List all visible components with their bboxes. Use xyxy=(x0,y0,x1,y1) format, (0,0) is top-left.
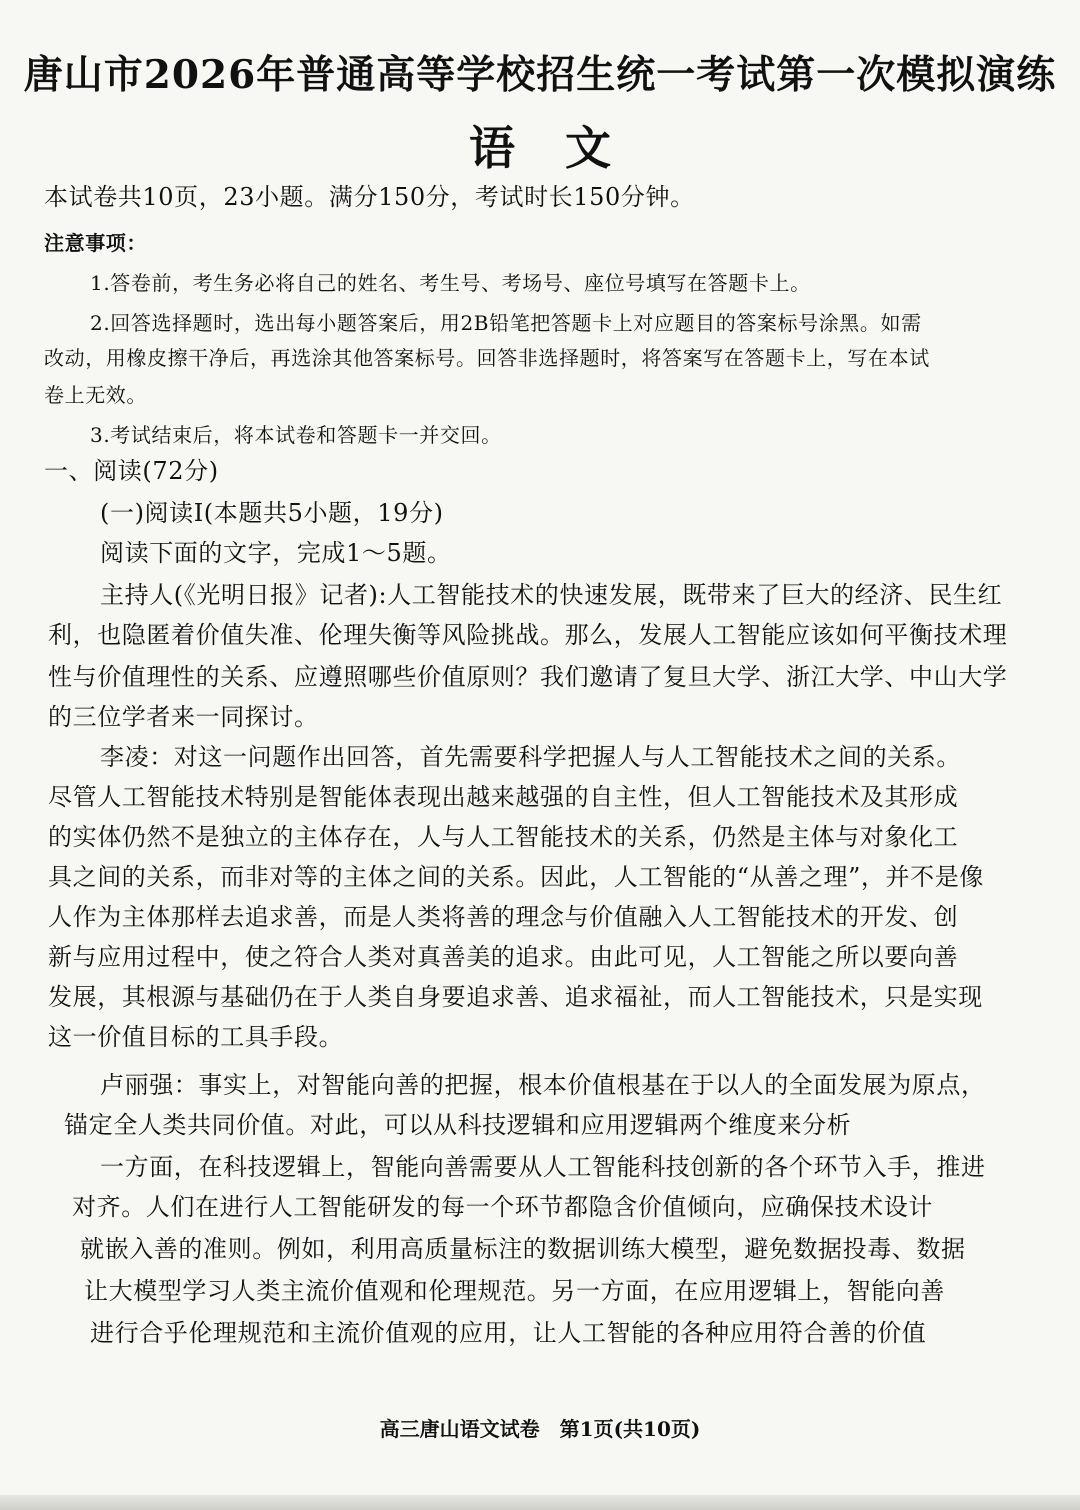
notice-heading: 注意事项： xyxy=(44,231,147,255)
passage-line: 就嵌入善的准则。例如，利用高质量标注的数据训练大模型，避免数据投毒、数据 xyxy=(80,1235,966,1263)
notice-line: 改动，用橡皮擦干净后，再选涂其他答案标号。回答非选择题时，将答案写在答题卡上，写在本试 xyxy=(44,346,930,370)
passage-line: 锚定全人类共同价值。对此，可以从科技逻辑和应用逻辑两个维度来分析 xyxy=(64,1111,852,1139)
passage-line: 卢丽强：事实上，对智能向善的把握，根本价值根基在于以人的全面发展为原点， xyxy=(100,1071,986,1099)
notice-line: 2.回答选择题时，选出每小题答案后，用2B铅笔把答题卡上对应题目的答案标号涂黑。如需 xyxy=(90,311,922,335)
passage-line: 这一价值目标的工具手段。 xyxy=(48,1023,344,1051)
part-title: (一)阅读Ⅰ(本题共5小题，19分) xyxy=(100,499,444,527)
passage-line: 的实体仍然不是独立的主体存在，人与人工智能技术的关系，仍然是主体与对象化工 xyxy=(48,823,959,851)
notice-line: 卷上无效。 xyxy=(44,383,147,407)
passage-line: 具之间的关系，而非对等的主体之间的关系。因此，人工智能的“从善之理”，并不是像 xyxy=(48,863,984,891)
passage-line: 人作为主体那样去追求善，而是人类将善的理念与价值融入人工智能技术的开发、创 xyxy=(48,903,959,931)
passage-line: 的三位学者来一同探讨。 xyxy=(48,703,319,731)
passage-line: 李凌：对这一问题作出回答，首先需要科学把握人与人工智能技术之间的关系。 xyxy=(100,743,961,771)
passage-line: 对齐。人们在进行人工智能研发的每一个环节都隐含价值倾向，应确保技术设计 xyxy=(72,1193,933,1221)
passage-line: 主持人(《光明日报》记者):人工智能技术的快速发展，既带来了巨大的经济、民生红 xyxy=(100,581,1003,609)
passage-line: 性与价值理性的关系、应遵照哪些价值原则？我们邀请了复旦大学、浙江大学、中山大学 xyxy=(48,663,1008,691)
exam-title: 唐山市2026年普通高等学校招生统一考试第一次模拟演练 xyxy=(23,52,1057,98)
page-footer: 高三唐山语文试卷 第1页(共10页) xyxy=(379,1417,701,1441)
passage-line: 一方面，在科技逻辑上，智能向善需要从人工智能科技创新的各个环节入手，推进 xyxy=(100,1153,986,1181)
passage-line: 新与应用过程中，使之符合人类对真善美的追求。由此可见，人工智能之所以要向善 xyxy=(48,943,959,971)
page-edge-shadow xyxy=(0,1495,1080,1510)
passage-line: 尽管人工智能技术特别是智能体表现出越来越强的自主性，但人工智能技术及其形成 xyxy=(48,783,959,811)
passage-line: 利，也隐匿着价值失准、伦理失衡等风险挑战。那么，发展人工智能应该如何平衡技术理 xyxy=(48,621,1008,649)
subject-title: 语文 xyxy=(469,121,661,175)
exam-summary: 本试卷共10页，23小题。满分150分，考试时长150分钟。 xyxy=(44,183,695,211)
passage-line: 让大模型学习人类主流价值观和伦理规范。另一方面，在应用逻辑上，智能向善 xyxy=(84,1277,945,1305)
notice-line: 3.考试结束后，将本试卷和答题卡一并交回。 xyxy=(90,423,502,447)
section-title: 一、阅读(72分) xyxy=(44,457,219,485)
part-instruction: 阅读下面的文字，完成1～5题。 xyxy=(100,539,452,567)
passage-line: 进行合乎伦理规范和主流价值观的应用，让人工智能的各种应用符合善的价值 xyxy=(90,1319,927,1347)
passage-line: 发展，其根源与基础仍在于人类自身要追求善、追求福祉，而人工智能技术，只是实现 xyxy=(48,983,983,1011)
notice-line: 1.答卷前，考生务必将自己的姓名、考生号、考场号、座位号填写在答题卡上。 xyxy=(90,271,811,295)
